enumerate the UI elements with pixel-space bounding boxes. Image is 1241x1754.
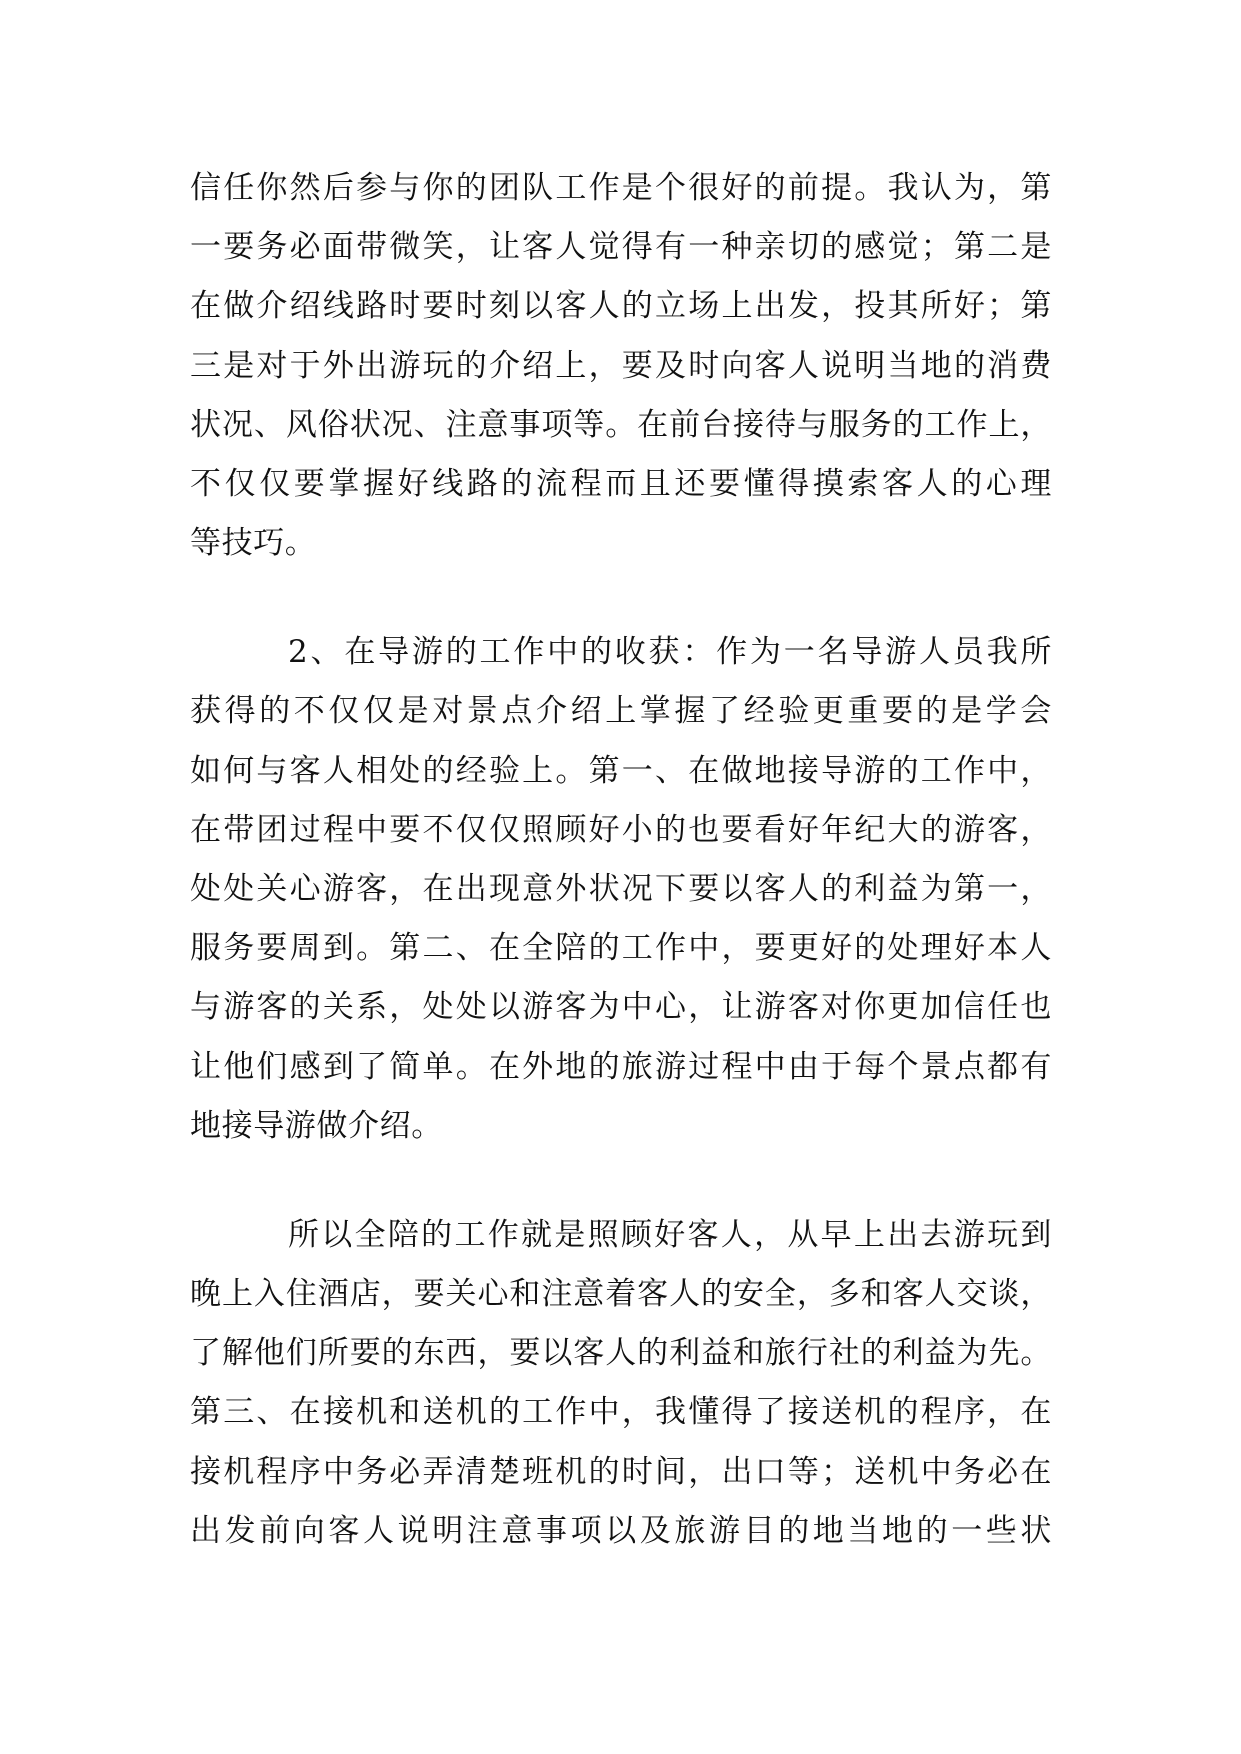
paragraph-3-line-4: 第三、在接机和送机的工作中，我懂得了接送机的程序，在: [190, 1394, 1052, 1430]
paragraph-1-line-1: 信任你然后参与你的团队工作是个很好的前提。我认为，第: [190, 170, 1052, 206]
paragraph-3-line-5: 接机程序中务必弄清楚班机的时间，出口等；送机中务必在: [190, 1454, 1052, 1490]
paragraph-1-line-2: 一要务必面带微笑，让客人觉得有一种亲切的感觉；第二是: [190, 229, 1052, 265]
paragraph-3-line-2: 晚上入住酒店，要关心和注意着客人的安全，多和客人交谈，: [190, 1276, 1052, 1312]
paragraph-2-line-8: 让他们感到了简单。在外地的旅游过程中由于每个景点都有: [190, 1049, 1052, 1085]
paragraph-2-line-9: 地接导游做介绍。: [190, 1108, 443, 1144]
paragraph-2-line-5: 处处关心游客，在出现意外状况下要以客人的利益为第一，: [190, 871, 1052, 907]
paragraph-2-line-7: 与游客的关系，处处以游客为中心，让游客对你更加信任也: [190, 989, 1052, 1025]
paragraph-2-line-4: 在带团过程中要不仅仅照顾好小的也要看好年纪大的游客，: [190, 812, 1052, 848]
paragraph-2-line-3: 如何与客人相处的经验上。第一、在做地接导游的工作中，: [190, 753, 1052, 789]
paragraph-1-line-6: 不仅仅要掌握好线路的流程而且还要懂得摸索客人的心理: [190, 466, 1052, 502]
paragraph-1-line-5: 状况、风俗状况、注意事项等。在前台接待与服务的工作上，: [190, 407, 1052, 443]
paragraph-1-line-7: 等技巧。: [190, 525, 317, 561]
paragraph-1-line-3: 在做介绍线路时要时刻以客人的立场上出发，投其所好；第: [190, 288, 1052, 324]
paragraph-2-line-2: 获得的不仅仅是对景点介绍上掌握了经验更重要的是学会: [190, 693, 1052, 729]
paragraph-3-line-1: 所以全陪的工作就是照顾好客人，从早上出去游玩到: [288, 1217, 1052, 1253]
paragraph-2-line-1: 2、在导游的工作中的收获：作为一名导游人员我所: [288, 634, 1052, 670]
paragraph-2-line-6: 服务要周到。第二、在全陪的工作中，要更好的处理好本人: [190, 930, 1052, 966]
paragraph-3-line-6: 出发前向客人说明注意事项以及旅游目的地当地的一些状: [190, 1513, 1052, 1549]
paragraph-3-line-3: 了解他们所要的东西，要以客人的利益和旅行社的利益为先。: [190, 1335, 1052, 1371]
paragraph-1-line-4: 三是对于外出游玩的介绍上，要及时向客人说明当地的消费: [190, 348, 1052, 384]
